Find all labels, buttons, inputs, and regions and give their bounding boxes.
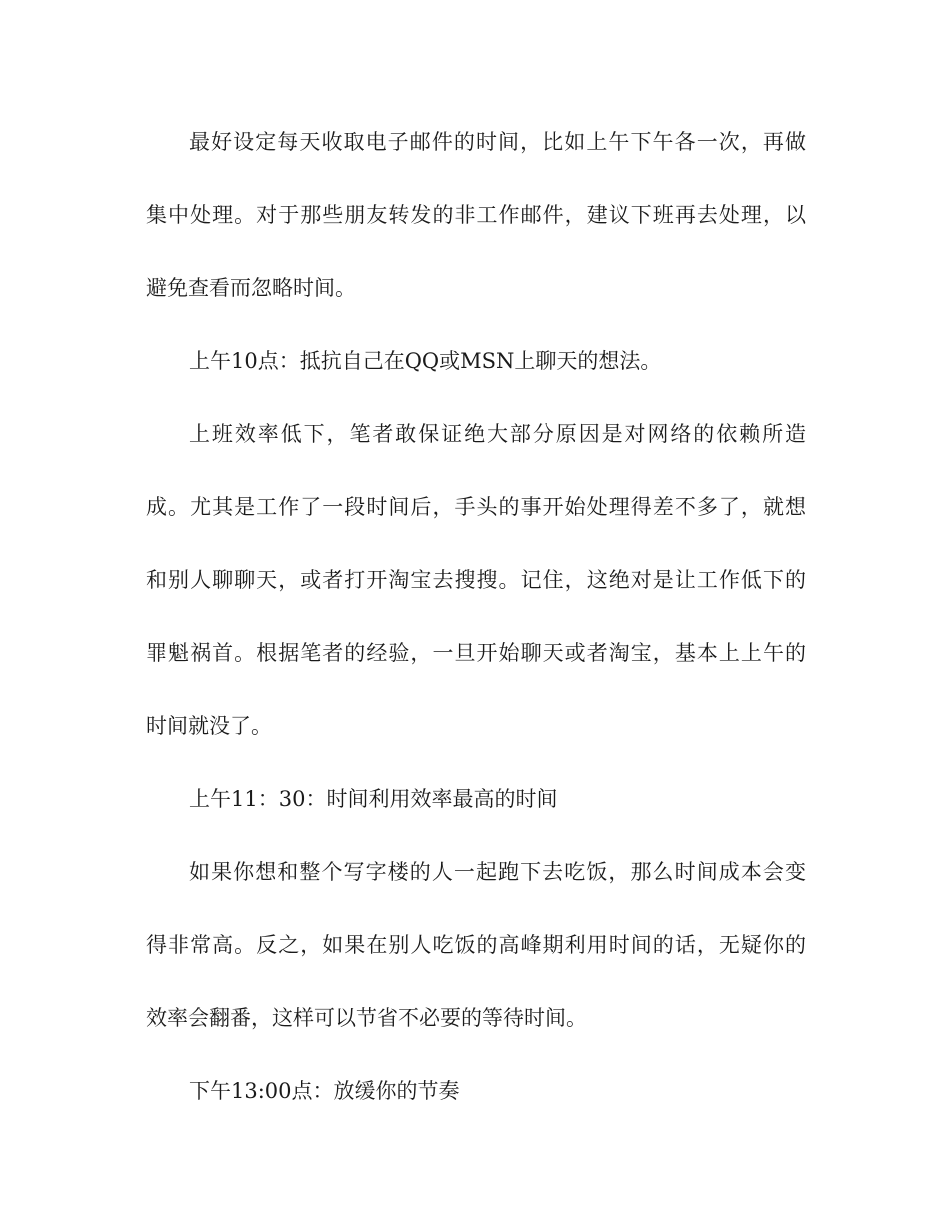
section-heading-10am: 上午10点：抵抗自己在QQ或MSN上聊天的想法。 bbox=[189, 349, 662, 373]
paragraph-chat-line-5: 时间就没了。 bbox=[146, 714, 272, 738]
paragraph-lunch-line-3: 效率会翻番，这样可以节省不必要的等待时间。 bbox=[146, 1006, 587, 1030]
paragraph-chat-line-2: 成。尤其是工作了一段时间后，手头的事开始处理得差不多了，就想 bbox=[146, 495, 806, 519]
section-heading-1pm: 下午13:00点：放缓你的节奏 bbox=[189, 1079, 460, 1103]
paragraph-email-line-3: 避免查看而忽略时间。 bbox=[146, 276, 356, 300]
paragraph-lunch-line-2: 得非常高。反之，如果在别人吃饭的高峰期利用时间的话，无疑你的 bbox=[146, 933, 806, 957]
paragraph-email-line-2: 集中处理。对于那些朋友转发的非工作邮件，建议下班再去处理，以 bbox=[146, 203, 806, 227]
paragraph-chat-line-3: 和别人聊聊天，或者打开淘宝去搜搜。记住，这绝对是让工作低下的 bbox=[146, 568, 806, 592]
paragraph-chat-line-4: 罪魁祸首。根据笔者的经验，一旦开始聊天或者淘宝，基本上上午的 bbox=[146, 641, 806, 665]
paragraph-chat-line-1: 上班效率低下，笔者敢保证绝大部分原因是对网络的依赖所造 bbox=[189, 422, 806, 446]
paragraph-email-line-1: 最好设定每天收取电子邮件的时间，比如上午下午各一次，再做 bbox=[189, 130, 806, 154]
paragraph-lunch-line-1: 如果你想和整个写字楼的人一起跑下去吃饭，那么时间成本会变 bbox=[189, 860, 806, 884]
section-heading-1130am: 上午11：30：时间利用效率最高的时间 bbox=[189, 787, 558, 811]
